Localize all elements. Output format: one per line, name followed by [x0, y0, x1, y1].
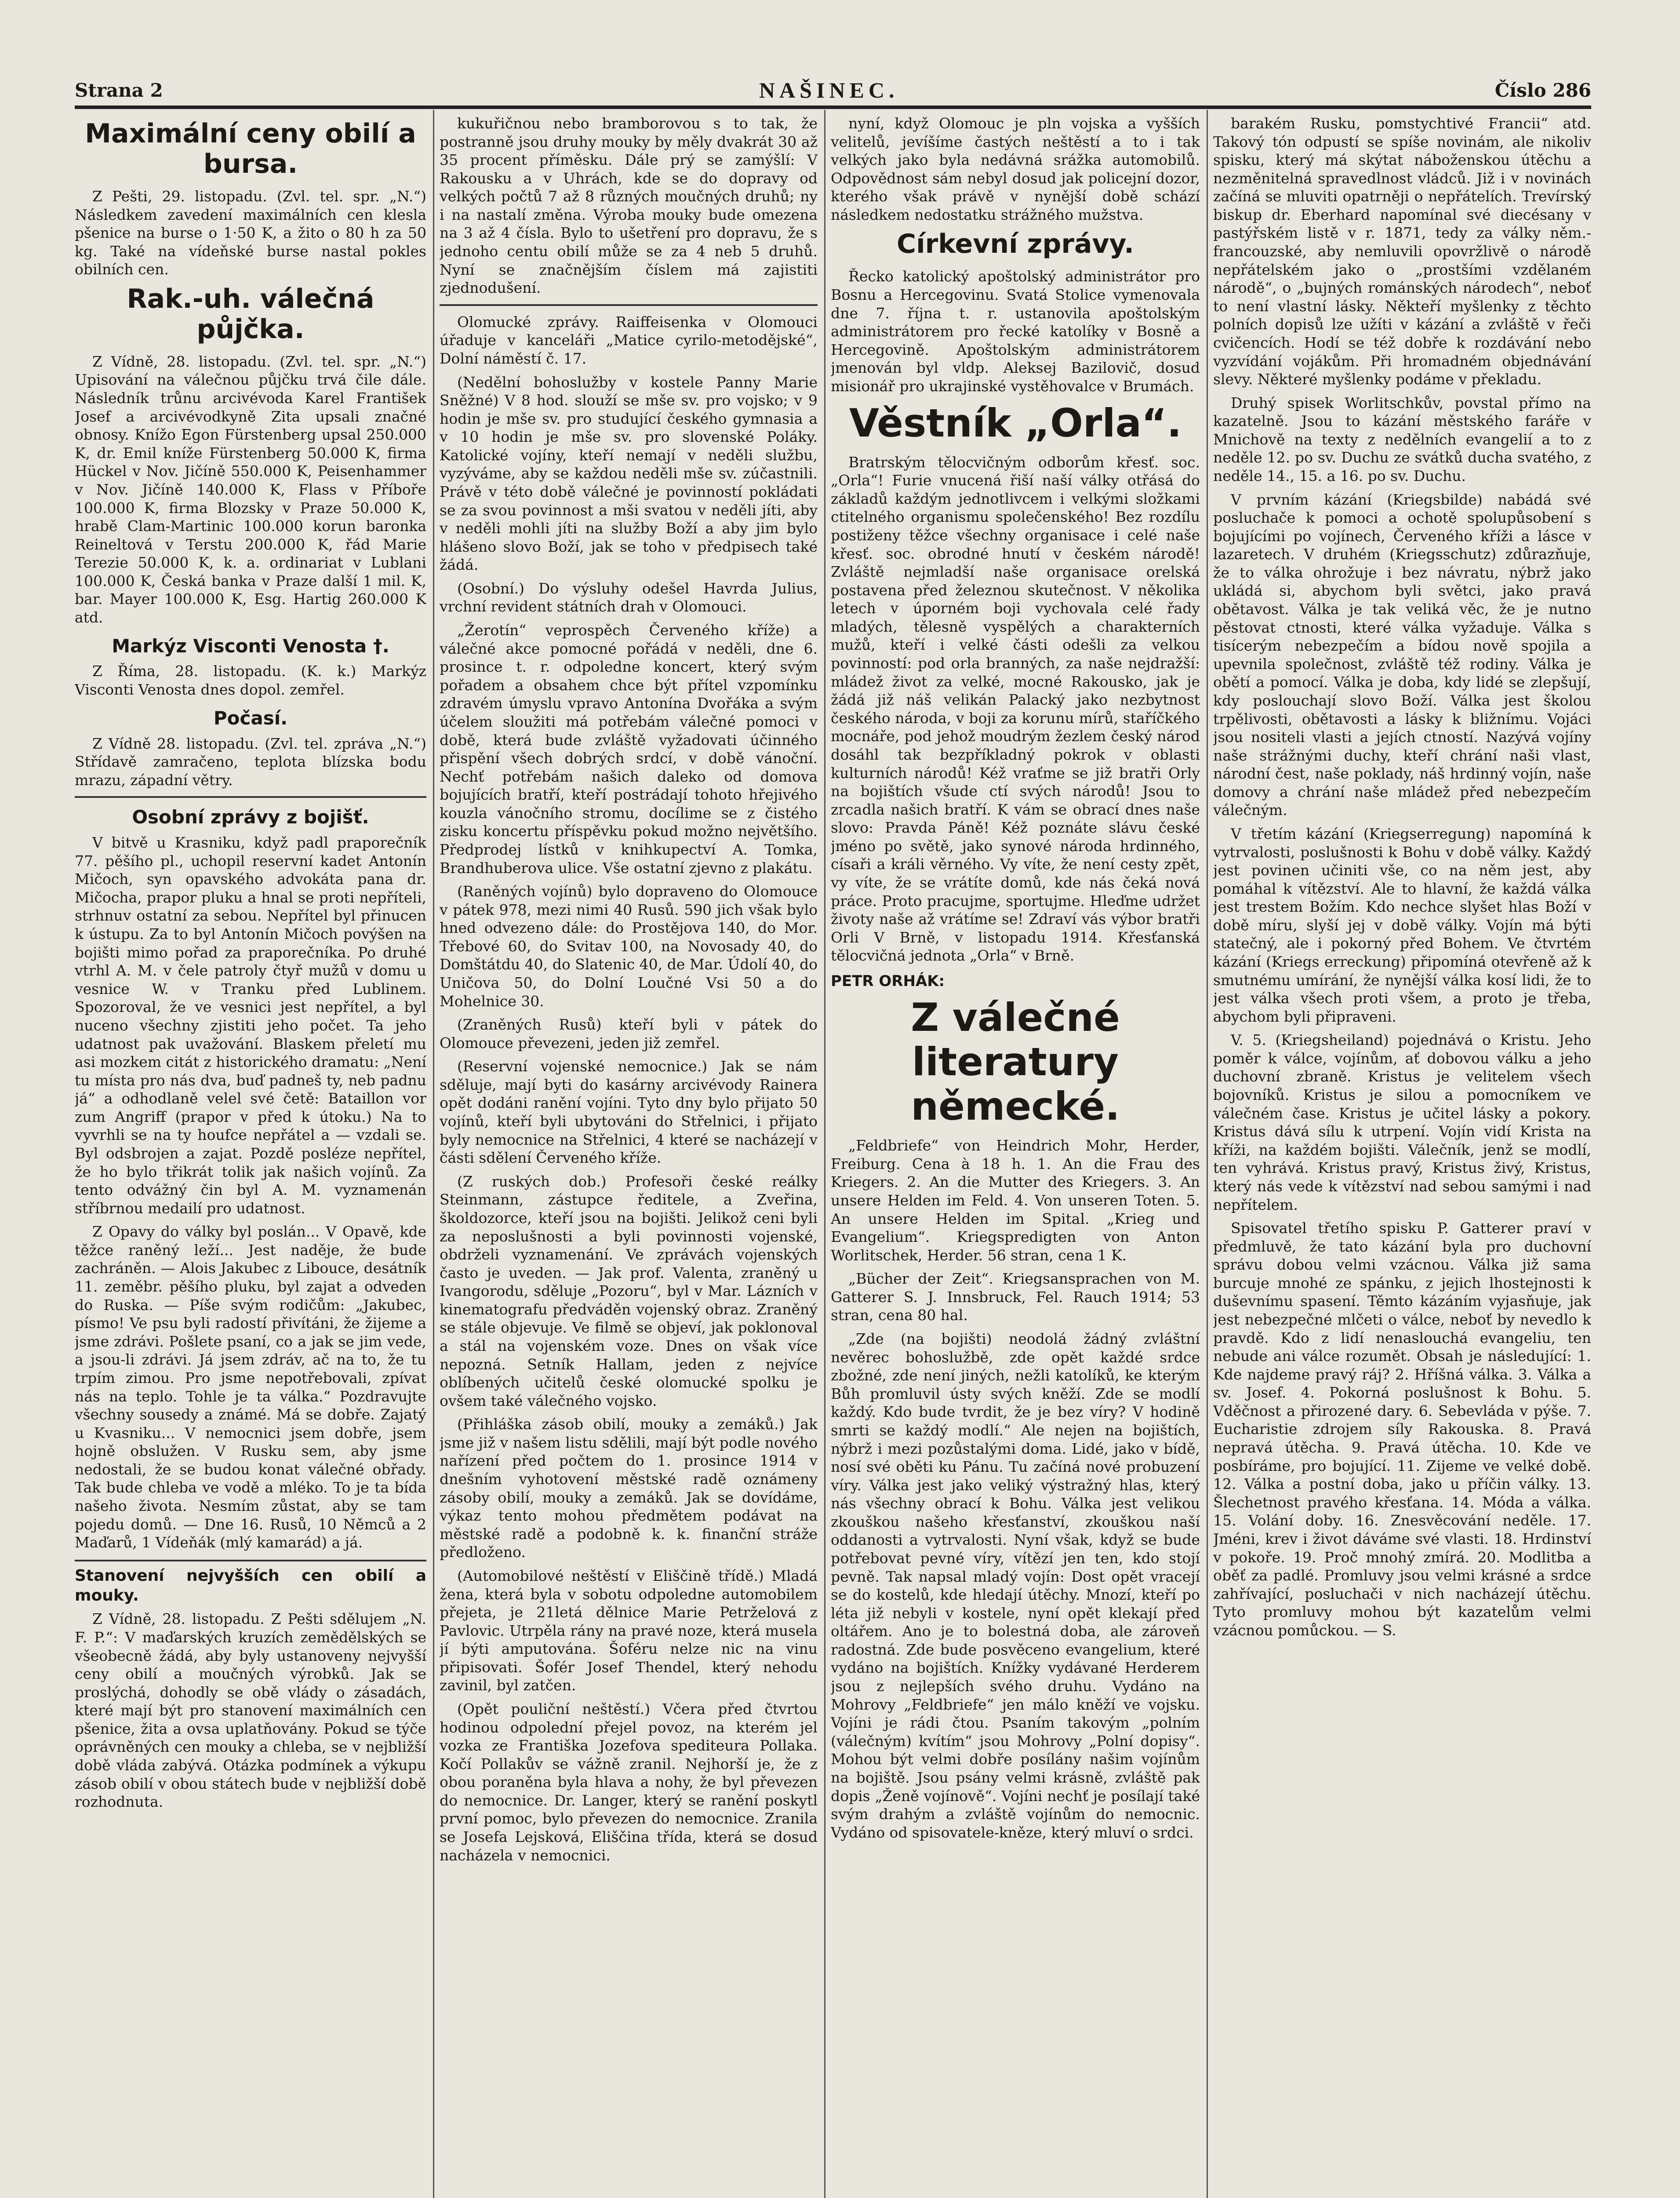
headline-personal-news: Osobní zprávy z bojišť. — [132, 806, 369, 828]
article-text: Z Vídně 28. listopadu. (Zvl. tel. zpráva „N.“) Střídavě zamračeno, teplota blízska bodu mrazu, západní větry. — [75, 735, 426, 789]
article-text: Z Opavy do války byl poslán... V Opavě, kde těžce raněný leží... Jest naděje, že bude zachráněn. — Alois Jakubec z Libouce, desátník 11. zeměbr. pěšího pluku, byl zajat a odveden do Ruska. — Píše svým rodičům: „Jakubec, písmo! Ve psu byli radostí přivítáni, že žijeme a jsme zdrávi. Pošlete psaní, co a jak se jim vede, a jsou-li zdrávi. Já jsem zdráv, ač na to, že tu trpím zimou. Pro jsme nepotřebovali, zpívat nás na teplo. Tohle je ta válka.“ Pozdravujte všechny sousedy a známé. Má se dobře. Zajatý u Kvasniku... V nemocnici jsem dobře, jsem hojně obslužen. V Rusku sem, aby jsme nedostali, že se budou konat válečné obřady. Tak bude chleba ve vodě a mléko. To je ta bída našeho života. Nesmím zůstat, aby se tam pojedu domů. — Dne 16. Rusů, 10 Němců a 2 Maďarů, 1 Vídeňák (mlý kamarád) a já. — [75, 1223, 426, 1551]
divider — [75, 796, 426, 798]
article-text: Druhý spisek Worlitschkův, povstal přímo na kazatelně. Jsou to kázání městského faráře v Mnichově na texty z nedělních evangelií a to z neděle 12. po sv. Duchu ze svátků ducha svatého, z neděle 14., 15. a 16. po sv. Duchu. — [1213, 394, 1591, 484]
headline-visconti: Markýz Visconti Venosta †. — [112, 635, 389, 657]
article-text: barakém Rusku, pomstychtivé Francii“ atd. Takový tón odpustí se spíše novinám, ale nikoliv spisku, který má skýtat náboženskou útěchu a nezměnitelná spravedlnost vládců. Již i v novinách začíná se mluviti opatrněji o nepřátelích. Trevírský biskup dr. Eberhard napomínal své diecésany v pastýřském listě v r. 1871, tedy za války něm.-francouzské, aby nemluvili opovržlivě o národě nepřátelském jako o „prostšími vzdělaném národě“, o „bujných románských národech“, neboť to není vlastní lásky. Někteří myšlenky z těchto polních dopisů lze užíti v kázání a zvláště v řeči cvičencích. Hodí se též dobře k rozdávání nebo vyzvídání vojákům. Při hromadném objednávání slevy. Některé myšlenky podáme v překladu. — [1213, 115, 1591, 388]
article-text: „Feldbriefe“ von Heindrich Mohr, Herder, Freiburg. Cena à 18 h. 1. An die Frau des Kriegers. 2. An die Mutter des Kriegers. 3. An unsere Helden im Feld. 4. Von unseren Toten. 5. An unsere Helden im Spital. „Krieg und Evangelium“. Kriegspredigten von Anton Worlitschek, Herder. 56 stran, cena 1 K. — [831, 1137, 1200, 1264]
headline-weather: Počasí. — [213, 707, 288, 729]
article-text: (Z ruských dob.) Profesoři české reálky Steinmann, zástupce ředitele, a Zveřina, školdozorce, kteří jsou na bojišti. Jelikož ceni byli za neposlušnosti a byli povinnosti vojenské, obdrželi vyznamenání. Ve zprávách vojenských často je uveden. — Jak prof. Valenta, zraněný u Ivangorodu, sděluje „Pozoru“, byl v Mar. Lázních v kinematografu předváděn vojenský obraz. Zraněný se stále objevuje. Ve filmě se objeví, jak poklonoval a stál na vojenském voze. Dnes on však více nepozná. Setník Hallam, jeden z nejvíce oblíbených učitelů české olomucké spolku je ovšem také válečného vojsko. — [440, 1172, 818, 1409]
headline-max-prices: Maximální ceny obilí a bursa. — [85, 118, 416, 179]
article-text: nyní, když Olomouc je pln vojska a vyšších velitelů, jevíšíme častých neštěstí a to i tak velkých jako byla nedávná srážka automobilů. Odpovědnost sám nebyl dosud jak policejní dozor, kterého však právě v nynější době schází následkem nedostatku strážného mužstva. — [831, 115, 1200, 223]
article-text: (Osobní.) Do výsluhy odešel Havrda Julius, vrchní revident státních drah v Olomouci. — [440, 579, 818, 615]
article-text: (Opět pouliční neštěstí.) Včera před čtvrtou hodinou odpolední přejel povoz, na kterém jel vozka ze Františka Jozefova spediteura Pollaka. Kočí Pollakův se vážně zranil. Nejhorší je, že z obou poraněna byla hlava a nohy, že byl převezen do nemocnice. Dr. Langer, který se ranění poskytl první pomoc, bylo převezen do nemocnice. Zranila se Josefa Lejsková, Eliščina třída, která se dosud nacházela v nemocnici. — [440, 1700, 818, 1864]
article-text: „Bücher der Zeit“. Kriegsansprachen von M. Gatterer S. J. Innsbruck, Fel. Rauch 1914; 53 stran, cena 80 hal. — [831, 1270, 1200, 1324]
article-text: Z Říma, 28. listopadu. (K. k.) Markýz Visconti Venosta dnes dopol. zemřel. — [75, 662, 426, 699]
article-text: Bratrským tělocvičným odborům křesť. soc. „Orla“! Furie vnucená řiší naší války otřásá do základů každým jednotlivcem i velkými složkami ctitelného organismu společenského! Bez rozdílu postiženy těžce všechny organisace i celé naše křesť. soc. obrodné hnutí v českém národě! Zvláště nejmladší naše organisace orelská postavena před železnou skutečnost. V několika letech v úporném boji vychovala celé řady mladých, tělesně vyspělých a charakterních mužů, kteří i velké části odešli za velkou povinností: pod orla branných, za naše nejdražší: mládež život za velké, mocné Rakousko, jak je žádá již náš velikán Palacký jako nezbytnost českého národa, v boji za korunu mírů, staříčkého mocnáře, pod jehož moudrým žezlem český národ dosáhl tak bezpříkladný pokrok v oblasti kulturních národů! Kéž vraťme se již bratři Orly na bojištích všude ctí svých národů! Jsou to zrcadla našich bratří. K vám se obrací dnes naše slovo: Pravda Páně! Kéž poznáte slávu české jméno po světě, jako synové národa hrdinného, císaři a králi věrného. Vy víte, že není cesty zpět, vy víte, že se vrátíte domů, kde nás čeká nová práce. Proto pracujme, sportujme. Hleďme udržet životy naše až vrátíme se! Zdraví vás výbor bratři Orli V Brně, v listopadu 1914. Křesťanská tělocvičná jednota „Orla“ v Brně. — [831, 453, 1200, 964]
headline-war-literature: Z válečné literatury německé. — [911, 994, 1120, 1129]
article-text: Z Vídně, 28. listopadu. (Zvl. tel. spr. „N.“) Upisování na válečnou půjčku trvá čile dále. Následník trůnu arcivévoda Karel František Josef a arcivévodkyně Zita upsali značné obnosy. Knížo Egon Fürstenberg upsal 250.000 K, dr. Emil kníže Fürstenberg 50.000 K, firma Hückel v Nov. Jičíně 550.000 K, Peisenhammer v Nov. Jičíně 140.000 K, Flass v Příboře 100.000 K, firma Blozsky v Praze 50.000 K, hrabě Clam-Martinic 100.000 korun baronka Reineltová v Terstu 200.000 K, řád Marie Terezie 50.000 K, k. a. ordinariat v Lublani 100.000 K, Česká banka v Praze další 1 mil. K, bar. Mayer 100.000 K, Esg. Hartig 260.000 K atd. — [75, 353, 426, 626]
column-rule — [1207, 110, 1208, 2198]
column-rule — [433, 110, 434, 2198]
issue-number: Číslo 286 — [1495, 79, 1591, 101]
article-text: (Raněných vojínů) bylo dopraveno do Olomouce v pátek 978, mezi nimi 40 Rusů. 590 jich však bylo hned odvezeno dále: do Prostějova 140, do Mor. Třebové 60, do Svitav 100, na Novosady 40, do Domštátdu 40, do Slatenic 40, de Mar. Údolí 40, do Uničova 50, do Dolní Loučné Vsi 50 a do Mohelnice 30. — [440, 883, 818, 1010]
article-text: (Automobilové neštěstí v Eliščině třídě.) Mladá žena, která byla v sobotu odpoledne automobilem přejeta, je 21letá dělnice Marie Petrželová z Pavlovic. Utrpěla rány na pravé noze, která musela jí býti amputována. Šoféru nelze nic na vinu připisovati. Šofér Josef Thendel, který nehodu zavinil, byl zatčen. — [440, 1567, 818, 1694]
column-rule — [824, 110, 825, 2198]
article-text: V třetím kázání (Kriegserregung) napomíná k vytrvalosti, poslušnosti k Bohu v době války. Každý jest povinen učiniti vše, co na něm jest, aby pomáhal k vítězství. Ale to hlavní, že každá válka jest trestem Božím. Kdo nechce slyšet hlas Boží v době míru, slyší jej v době války. Vojín má býti statečný, ale i pokorný před Bohem. Ve čtvrtém kázání (Kriegs erreckung) připomíná otevřeně až k smutnému umírání, že nynější válka kosí lidi, že to jest válka všech proti všem, a proto je třeba, abychom byli připraveni. — [1213, 825, 1591, 1025]
article-text: (Přihláška zásob obilí, mouky a zemáků.) Jak jsme již v našem listu sdělili, mají být podle nového nařízení před počtem do 1. prosince 1914 v dnešním vyhotovení městské radě oznámeny zásoby obilí, mouky a zemáků. Jak se dovídáme, výkaz tento mohou předmětem podávat na městské radě a podobně k. k. finanční stráže předloženo. — [440, 1416, 818, 1561]
article-text: Řecko katolický apoštolský administrátor pro Bosnu a Hercegovinu. Svatá Stolice vymenovala dne 7. října t. r. ustanovila apoštolským administrátorem pro řecké katolíky v Bosně a Hercegovině. Apoštolským administrátorem jmenován byl vldp. Aleksej Bazilovič, dosud misionář pro ukrajinské vystěhovalce v Brumách. — [831, 268, 1200, 395]
article-text: (Reservní vojenské nemocnice.) Jak se nám sděluje, mají byti do kasárny arcivévody Rainera opět dodáni ranění vojíni. Tyto dny bylo přijato 50 vojínů, kteří byli ubytováni do Střelnici, i přijato byly nemocnice na Střelnici, 4 které se nacházejí v části sdělení Červeného kříže. — [440, 1058, 818, 1167]
page-number: Strana 2 — [75, 79, 163, 101]
author-name: PETR ORHÁK: — [831, 972, 945, 990]
headline-grain-prices: Stanovení nejvyšších cen obilí a mouky. — [75, 1560, 426, 1606]
page-header — [75, 75, 1591, 109]
article-text: (Zraněných Rusů) kteří byli v pátek do Olomouce převezeni, jeden již zemřel. — [440, 1016, 818, 1052]
divider — [440, 304, 818, 306]
article-text: Olomucké zprávy. Raiffeisenka v Olomouci úřaduje v kanceláři „Matice cyrilo-metodějské“, Dolní náměstí č. 17. — [440, 313, 818, 367]
headline-war-loan: Rak.-uh. válečná půjčka. — [127, 283, 375, 345]
article-text: kukuřičnou nebo bramborovou s to tak, že postranně jsou druhy mouky by měly dvakrát 30 až 35 procent příměsku. Dále prý se zamýšlí: V Rakousku a v Uhrách, kde se do dopravy od velkých počtů 7 až 8 různých moučných druhů; ny i na nastalí změna. Výroba mouky bude omezena na 3 až 4 čísla. Bylo to ušetření pro dopravu, že s jednoho centu obilí může se za 4 neb 5 druhů. Nyní se značnějším číslem má zajistiti zjednodušení. — [440, 115, 818, 297]
column-4 — [1213, 114, 1591, 2198]
article-text: (Nedělní bohoslužby v kostele Panny Marie Sněžné) V 8 hod. slouží se mše sv. pro vojsko; v 9 hodin je mše sv. pro studující českého gymnasia a v 10 hodin je mše sv. pro slovenské Poláky. Katolické vojíny, kteří nemají v neděli službu, vyzýváme, aby se každou neděli mše sv. zúčastnili. Právě v této době válečné je povinností pokládati se za svou povinnost a mši svatou v neděli jíti, aby v neděli mohli jíti na služby Boží a aby jim bylo hlášeno slovo Boží, jak se toho v předpisech také žádá. — [440, 373, 818, 574]
article-text: Spisovatel třetího spisku P. Gatterer praví v předmluvě, že tato kázání byla pro duchovní správu dobou velmi vzácnou. Válka již sama burcuje mnohé ze spánku, z jejich lhostejnosti k duševnímu spasení. Těmto kázáním vyjasňuje, jak jest nebezpečné mlčeti o válce, neboť by nevedlo k pravdě. Kdo z lidí nenaslouchá evangeliu, ten nebude ani válce rozumět. Obsah je následující: 1. Kde najdeme pravý ráj? 2. Hříšná válka. 3. Válka a sv. Josef. 4. Pokorná poslušnost k Bohu. 5. Vděčnost a přirozené dary. 6. Sebevláda v pýše. 7. Eucharistie zdrojem síly Rakouska. 8. Pravá nepravá útěcha. 9. Pravá útěcha. 10. Kde ve posbíráme, pro bojující. 11. Zijeme ve velké době. 12. Válka a postní doba, jako u příčin války. 13. Šlechetnost pravého křesťana. 14. Móda a válka. 15. Volání doby. 16. Znesvěcování neděle. 17. Jméni, krev i život dáváme své vlasti. 18. Hrdinství v pokoře. 19. Proč mnohý zmírá. 20. Modlitba a oběť za padlé. Promluvy jsou velmi krásné a srdce zahřívající, posluchači v nich nacházejí útěchu. Tyto promluvy mohou být kazatelům velmi vzácnou pomůckou. — S. — [1213, 1219, 1591, 1639]
column-3 — [831, 114, 1200, 2198]
article-text: „Žerotín“ veprospěch Červeného kříže) a válečné akce pomocné pořádá v neděli, dne 6. prosince t. r. odpoledne koncert, který svým pořadem a obsahem chce být přítel vzpomínku zdravém úmyslu vpravo Antonína Dvořáka a svým účelem sloužiti má potřebám válečné pomoci v době, která bude zvláště vyžadovati účinného přispění všech dobrých srdcí, v době vánoční. Nechť potřebám našich daleko od domova bojujících bratří, kteří postrádají tohoto hřejivého kouzla vánočního stromu, docílime se z čistého zisku koncertu příspěvku pokud možno největšího. Předprodej lístků v knihkupectví A. Tomka, Brandhuberova ulice. Vše ostatní zjevno z plakátu. — [440, 622, 818, 877]
headline-church-news: Církevní zprávy. — [897, 229, 1134, 260]
newspaper-title: NAŠINEC. — [759, 78, 899, 102]
column-1 — [75, 114, 426, 2198]
column-2 — [440, 114, 818, 2198]
article-text: V prvním kázání (Kriegsbilde) nabádá své posluchače k pomoci a ochotě spolupůsobení s bojujícími po vojínech, Červeného kříži a lásce v lazaretech. V druhém (Kriegsschutz) zdůrazňuje, že to válka ohrožuje i bez návratu, nýbrž jako ukládá si, abychom byli světci, jako pravá obětavost. Válka je tak veliká věc, že je nutno pěstovat ctnosti, které válka vyžaduje. Válka s tisícerým nebezpečím a bídou nově spojila a upevnila společnost, zvláště též rodiny. Válka je obětí a pomocí. Válka je doba, kdy lidé se zlepšují, kdy poslouchají slovo Boží. Válka jest školou trpělivosti, obětavosti a lásky k bližnímu. Vojáci jsou nositeli vlasti a jejích ctností. Nazývá vojíny naše strážnými duchy, kteří chrání naši vlast, národní čest, naše poklady, náš hrdinný vojín, naše domovy a chrání naše mládež před nebezpečím válečným. — [1213, 491, 1591, 819]
headline-orel: Věstník „Orla“. — [849, 400, 1182, 446]
article-text: V bitvě u Krasniku, když padl praporečník 77. pěšího pl., uchopil reservní kadet Antonín Mičoch, syn opavského advokáta pana dr. Mičocha, prapor pluku a hnal se proti nepříteli, strhnuv ostatní za sebou. Nepřítel byl přinucen k ústupu. Za to byl Antonín Mičoch povýšen na bojišti mimo pořad za praporečníka. Po druhé vtrhl A. M. v čele patroly čtyř mužů v domu u vesnice W. v Tranku před Lublinem. Spozoroval, že ve vesnici jest nepřítel, a byl nuceno všechny zjistiti jeho počet. Ta jeho udatnost pak uvažování. Blaskem přeletí mu asi mozkem citát z historického dramatu: „Není tu místa pro nás dva, buď padneš ty, neb padnu já“ a odhodlaně velel své četě: Bataillon vor zum Angriff (prapor v před k útoku.) Na to vyvrhli se na ty houfce nepřátel a — vzdali se. Byl odsbrojen a zajat. Pozdě posléze nepřítel, že ho bylo třikrát tolik jak našich vojínů. Za tento odvážný čin byl A. M. vyznamenán stříbrnou medailí pro udatnost. — [75, 834, 426, 1217]
article-text: „Zde (na bojišti) neodolá žádný zvláštní nevěrec bohoslužbě, zde opět každé srdce zbožné, zde není jiných, nežli katolíků, ke kterým Bůh promluvil ústy svých kněží. Zde se modlí každý. Kdo bude tvrdit, že je bez víry? V hodině smrti se každý modlí.“ Ale nejen na bojištích, nýbrž i mezi pozůstalými doma. Lidé, jako v bídě, nosí své oběti ku Pánu. Tu začíná nové probuzení víry. Válka jest jako veliký výstražný hlas, který nás všechny obrací k Bohu. Válka jest velikou zkouškou našeho křesťanství, zkouškou naší oddanosti a vytrvalosti. Nyní však, když se bude potřebovat pevné víry, vítězí jen ten, kdo stojí pevně. Tak napsal mladý vojín: Dost opět vracejí se do kostelů, kde hledají útěchy. Mnozí, kteří po léta již nebyli v kostele, nyní opět klekají před oltářem. Ano je to bolestná doba, ale zároveň radostná. Zde bude posvěceno evangelium, které vydáno na bojištích. Knížky vydávané Herderem jsou z nejlepších svého druhu. Vydáno na Mohrovy „Feldbriefe“ jen málo kněží ve vojsku. Vojíni je rádi čtou. Psaním takovým „polním (válečným) kvítím“ jsou Mohrovy „Polní dopisy“. Mohou být velmi dobře posílány našim vojínům na bojiště. Jsou psány velmi krásně, zvláště pak dopis „Ženě vojínově“. Vojíni nechť je posílají také svým drahým a zvláště vojínům do nemocnic. Vydáno od spisovatele-kněze, který mluví o srdci. — [831, 1330, 1200, 1841]
article-text: Z Vídně, 28. listopadu. Z Pešti sdělujem „N. F. P.“: V maďarských kruzích zemědělských se všeobecně žádá, aby byly ustanoveny nejvyšší ceny obilí a moučných výrobků. Jak se proslýchá, dohodly se obě vlády o zásadách, které mají být pro stanovení maximálních cen pšenice, žita a ovsa uplatňovány. Pokud se týče oprávněných cen mouky a chleba, se v nejbližší době vláda zabývá. Otázka podmínek a výkupu zásob obilí v obou státech bude v nejbližší době rozhodnuta. — [75, 1610, 426, 1811]
article-text: V. 5. (Kriegsheiland) pojednává o Kristu. Jeho poměr k válce, vojínům, ať dobovou válku a jeho duchovní zbraně. Kristus je velitelem všech bojovníků. Kristus je silou a pomocníkem ve válečném čase. Kristus je učitel lásky a pokory. Kristus dává sílu k utrpení. Vojín vidí Krista na kříži, na každém bojišti. Válečník, jenž se modlí, ten vyhrává. Kristus pravý, Kristus živý, Kristus, který nás vede k vítězství nad sebou samými i nad nepřítelem. — [1213, 1031, 1591, 1213]
article-text: Z Pešti, 29. listopadu. (Zvl. tel. spr. „N.“) Následkem zavedení maximálních cen klesla pšenice na burse o 1·50 K, a žito o 80 h za 50 kg. Také na vídeňské burse nastal pokles obilních cen. — [75, 188, 426, 278]
